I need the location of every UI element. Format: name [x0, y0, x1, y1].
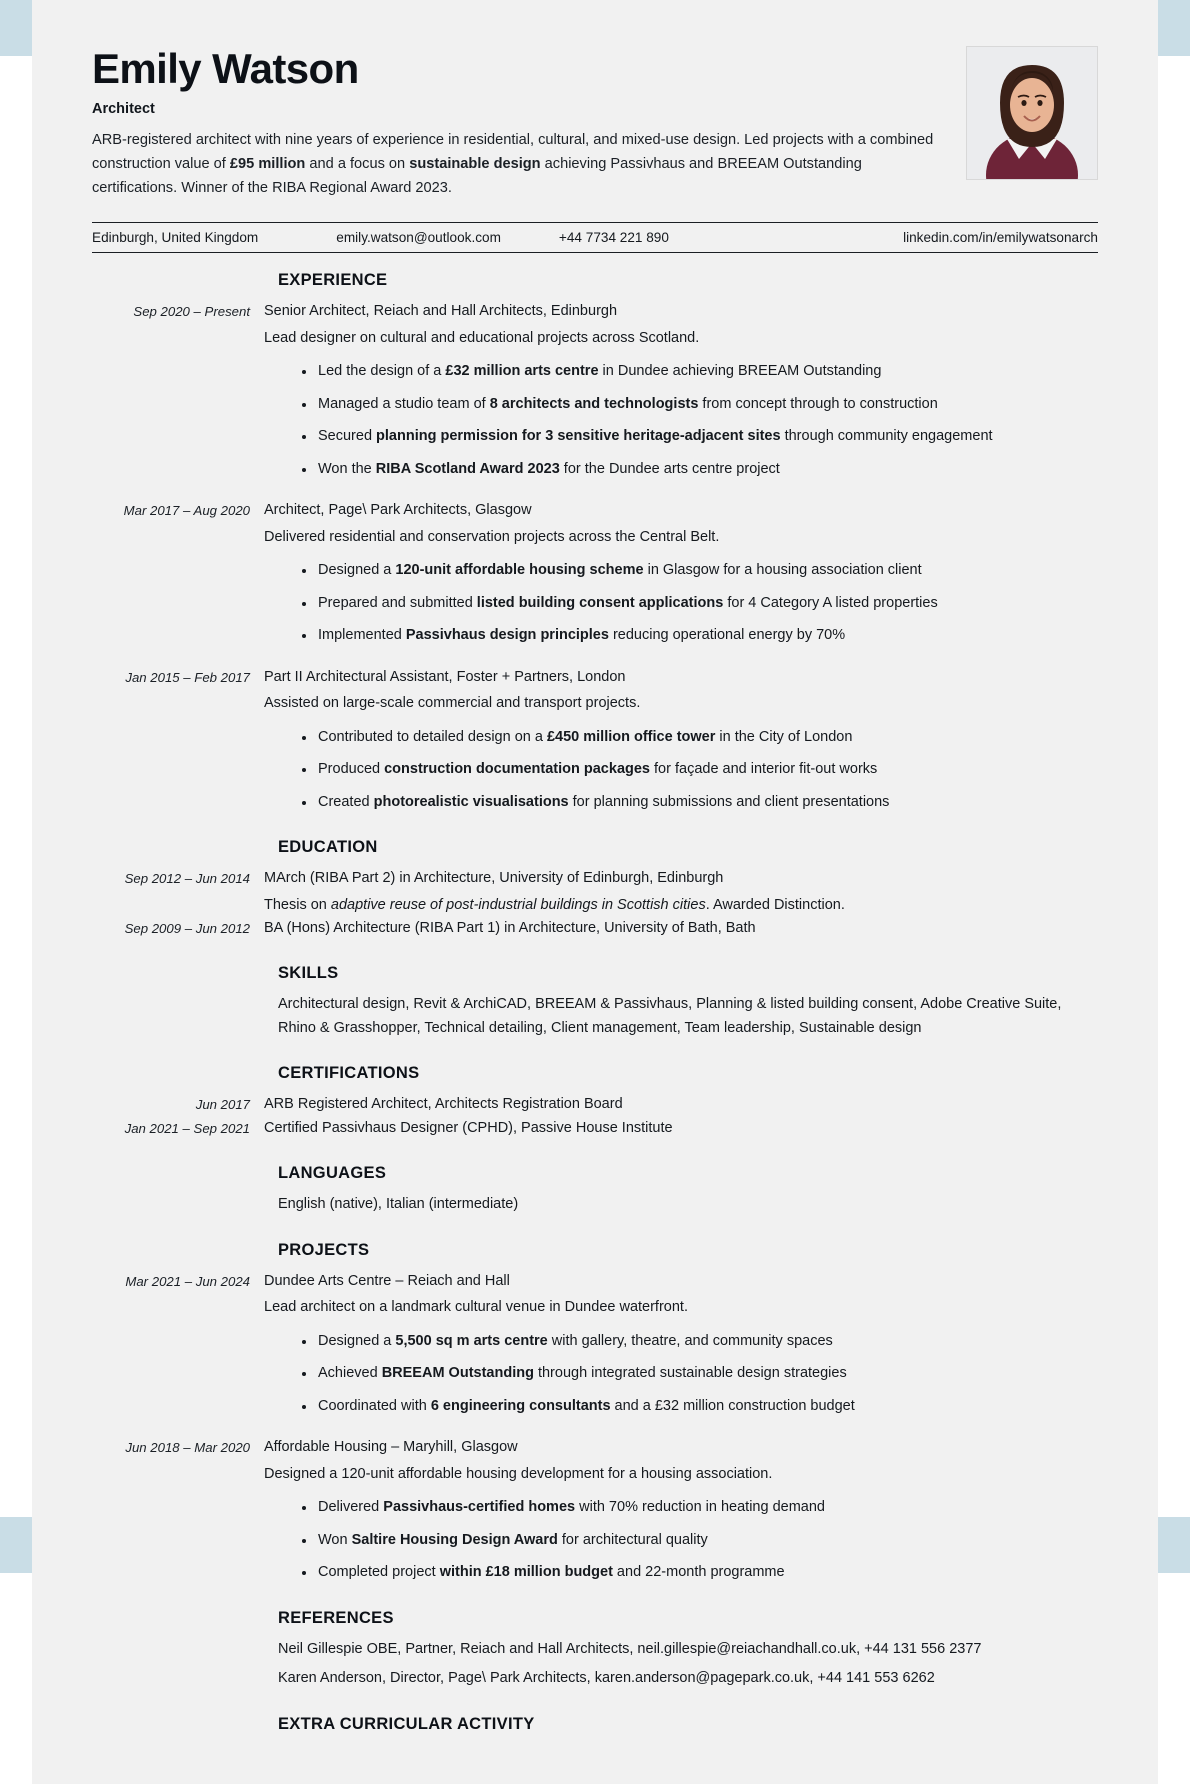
education-entries [92, 867, 1098, 940]
corner-accent-bottom-left [0, 1517, 32, 1573]
entry-date: Jan 2015 – Feb 2017 [125, 669, 250, 685]
entry-group [92, 666, 1098, 814]
section-heading-skills: SKILLS [278, 964, 339, 983]
section-projects [92, 1241, 1098, 1585]
languages-text: English (native), Italian (intermediate) [278, 1196, 519, 1213]
section-heading-certifications: CERTIFICATIONS [278, 1064, 420, 1083]
list-item: Contributed to detailed design on a £450 million office tower in the City of London [302, 726, 1098, 749]
resume-header [92, 46, 1098, 200]
entry-body [264, 1270, 1098, 1320]
resume-entry [92, 1093, 1098, 1116]
entry-group [92, 300, 1098, 481]
entry-bullet-list [264, 726, 1098, 814]
entry-title: Certified Passivhaus Designer (CPHD), Passive House Institute [264, 1119, 673, 1136]
reference-line: Neil Gillespie OBE, Partner, Reiach and Hall Architects, neil.gillespie@reiachandhall.co.uk, +44 131 556 2377 [278, 1640, 982, 1657]
corner-accent-top-left [0, 0, 32, 56]
section-languages [92, 1164, 1098, 1216]
entry-title: MArch (RIBA Part 2) in Architecture, University of Edinburgh, Edinburgh [264, 870, 724, 887]
entry-subtitle: Thesis on adaptive reuse of post-industrial buildings in Scottish cities. Awarded Distinction. [264, 896, 845, 913]
resume-entry [92, 917, 1098, 940]
list-item: Managed a studio team of 8 architects and technologists from concept through to construction [302, 393, 1098, 416]
section-certifications [92, 1064, 1098, 1140]
section-heading-projects: PROJECTS [278, 1240, 370, 1259]
entry-body [264, 499, 1098, 549]
entry-date: Jun 2018 – Mar 2020 [125, 1440, 250, 1456]
list-item: Completed project within £18 million budget and 22-month programme [302, 1561, 1098, 1584]
reference-line: Karen Anderson, Director, Page\ Park Architects, karen.anderson@pagepark.co.uk, +44 141 553 6262 [278, 1670, 935, 1687]
list-item: Led the design of a £32 million arts centre in Dundee achieving BREEAM Outstanding [302, 360, 1098, 383]
entry-bullets-wrap [264, 1330, 1098, 1418]
entry-bullet-list [264, 1330, 1098, 1418]
list-item: Prepared and submitted listed building consent applications for 4 Category A listed properties [302, 592, 1098, 615]
avatar [966, 46, 1098, 180]
entry-title: Affordable Housing – Maryhill, Glasgow [264, 1439, 518, 1456]
entry-subtitle: Assisted on large-scale commercial and transport projects. [264, 695, 641, 712]
entry-body [264, 1436, 1098, 1486]
list-item: Delivered Passivhaus-certified homes with 70% reduction in heating demand [302, 1496, 1098, 1519]
corner-accent-bottom-right [1158, 1517, 1190, 1573]
job-title: Architect [92, 101, 155, 118]
section-heading-extra-curricular: EXTRA CURRICULAR ACTIVITY [278, 1714, 535, 1733]
entry-subtitle: Delivered residential and conservation projects across the Central Belt. [264, 528, 720, 545]
contact-phone[interactable]: +44 7734 221 890 [558, 230, 669, 246]
resume-entry [92, 867, 1098, 917]
professional-summary: ARB-registered architect with nine years of experience in residential, cultural, and mixed-use design. Led projects with a combined construction value of £95 million and a focus on sustainable design achieving Passivhaus and BREEAM Outstanding certifications. Winner of the RIBA Regional Award 2023. [92, 132, 934, 196]
resume-page [32, 0, 1158, 1784]
resume-entry [92, 300, 1098, 350]
entry-date: Jan 2021 – Sep 2021 [124, 1120, 250, 1136]
entry-body [264, 1117, 1098, 1140]
entry-body [264, 666, 1098, 716]
resume-entry [92, 1117, 1098, 1140]
entry-bullets-wrap [264, 360, 1098, 481]
entry-bullet-list [264, 1496, 1098, 1584]
list-item: Won the RIBA Scotland Award 2023 for the Dundee arts centre project [302, 458, 1098, 481]
section-skills [92, 964, 1098, 1040]
entry-date: Jun 2017 [195, 1097, 250, 1113]
resume-entry [92, 1436, 1098, 1486]
list-item: Designed a 120-unit affordable housing scheme in Glasgow for a housing association client [302, 559, 1098, 582]
entry-group [92, 499, 1098, 647]
resume-entry [92, 499, 1098, 549]
contact-linkedin[interactable]: linkedin.com/in/emilywatsonarch [903, 230, 1098, 246]
section-heading-references: REFERENCES [278, 1608, 394, 1627]
entry-group [92, 1436, 1098, 1584]
list-item: Achieved BREEAM Outstanding through integrated sustainable design strategies [302, 1362, 1098, 1385]
list-item: Designed a 5,500 sq m arts centre with gallery, theatre, and community spaces [302, 1330, 1098, 1353]
entry-bullets-wrap [264, 559, 1098, 647]
entry-group [92, 1117, 1098, 1140]
contact-email[interactable]: emily.watson@outlook.com [336, 230, 501, 246]
section-extra-curricular [92, 1715, 1098, 1734]
list-item: Coordinated with 6 engineering consultants and a £32 million construction budget [302, 1395, 1098, 1418]
entry-group [92, 867, 1098, 917]
headshot-illustration [967, 47, 1097, 179]
entry-title: Part II Architectural Assistant, Foster + Partners, London [264, 668, 626, 685]
page-title: Emily Watson [92, 45, 359, 92]
entry-body [264, 300, 1098, 350]
experience-entries [92, 300, 1098, 814]
contact-bar [92, 222, 1098, 253]
header-text-block [92, 46, 966, 200]
section-education [92, 838, 1098, 940]
list-item: Created photorealistic visualisations for planning submissions and client presentations [302, 791, 1098, 814]
entry-title: Senior Architect, Reiach and Hall Architects, Edinburgh [264, 303, 618, 320]
entry-group [92, 917, 1098, 940]
entry-body [264, 1093, 1098, 1116]
entry-group [92, 1270, 1098, 1418]
entry-date: Sep 2009 – Jun 2012 [124, 921, 250, 936]
entry-title: Dundee Arts Centre – Reiach and Hall [264, 1272, 510, 1289]
entry-date: Sep 2020 – Present [133, 304, 250, 320]
entry-bullets-wrap [264, 726, 1098, 814]
entry-body [264, 867, 1098, 917]
entry-body [264, 917, 1098, 940]
section-references [92, 1609, 1098, 1691]
contact-location: Edinburgh, United Kingdom [92, 230, 259, 246]
corner-accent-top-right [1158, 0, 1190, 56]
entry-date: Mar 2017 – Aug 2020 [123, 503, 250, 519]
entry-group [92, 1093, 1098, 1116]
project-entries [92, 1270, 1098, 1585]
resume-entry [92, 666, 1098, 716]
certification-entries [92, 1093, 1098, 1140]
section-heading-experience: EXPERIENCE [278, 271, 388, 290]
entry-title: BA (Hons) Architecture (RIBA Part 1) in Architecture, University of Bath, Bath [264, 920, 756, 936]
list-item: Secured planning permission for 3 sensitive heritage-adjacent sites through community engagement [302, 425, 1098, 448]
entry-bullets-wrap [264, 1496, 1098, 1584]
entry-bullet-list [264, 360, 1098, 481]
entry-subtitle: Designed a 120-unit affordable housing development for a housing association. [264, 1465, 773, 1482]
entry-date: Mar 2021 – Jun 2024 [125, 1273, 250, 1289]
entry-subtitle: Lead designer on cultural and educational projects across Scotland. [264, 329, 700, 346]
skills-text: Architectural design, Revit & ArchiCAD, BREEAM & Passivhaus, Planning & listed building consent, Adobe Creative Suite, Rhino & Grasshopper, Technical detailing, Client management, Team leadership, Sustainable design [278, 996, 1062, 1036]
section-heading-languages: LANGUAGES [278, 1164, 387, 1183]
entry-subtitle: Lead architect on a landmark cultural venue in Dundee waterfront. [264, 1299, 688, 1316]
list-item: Produced construction documentation packages for façade and interior fit-out works [302, 758, 1098, 781]
entry-bullet-list [264, 559, 1098, 647]
section-heading-education: EDUCATION [278, 838, 378, 857]
entry-title: ARB Registered Architect, Architects Registration Board [264, 1096, 623, 1113]
resume-entry [92, 1270, 1098, 1320]
list-item: Implemented Passivhaus design principles reducing operational energy by 70% [302, 624, 1098, 647]
section-experience [92, 271, 1098, 814]
entry-title: Architect, Page\ Park Architects, Glasgow [264, 502, 532, 519]
entry-date: Sep 2012 – Jun 2014 [124, 871, 250, 887]
list-item: Won Saltire Housing Design Award for architectural quality [302, 1529, 1098, 1552]
